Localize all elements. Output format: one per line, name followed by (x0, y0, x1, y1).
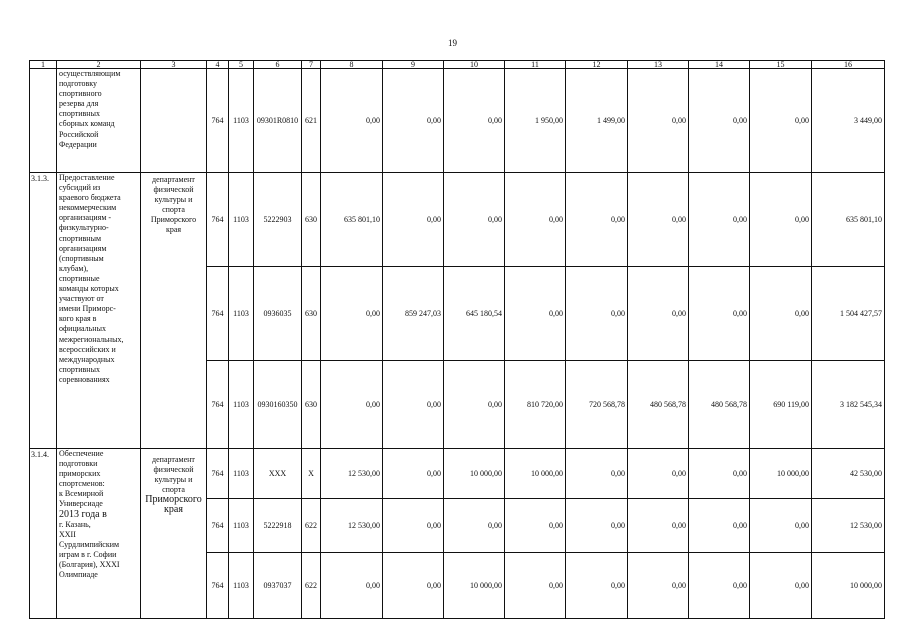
amount-cell: 0,00 (750, 499, 812, 553)
column-header-8: 8 (321, 61, 383, 69)
amount-cell: 10 000,00 (812, 553, 885, 619)
column-header-3: 3 (141, 61, 207, 69)
department-line: физической (153, 185, 194, 194)
column-header-11: 11 (505, 61, 566, 69)
department-line: спорта (162, 205, 185, 214)
amount-cell: 0,00 (321, 267, 383, 361)
amount-cell: 12 530,00 (321, 449, 383, 499)
section-code-cell: 1103 (229, 499, 254, 553)
description-line: межрегиональных, (59, 334, 124, 344)
article-code-cell: 09301R0810 (254, 69, 302, 173)
amount-cell: 12 530,00 (321, 499, 383, 553)
amount-cell: 3 449,00 (812, 69, 885, 173)
amount-cell: 0,00 (505, 267, 566, 361)
description-line: имени Приморс- (59, 304, 116, 314)
article-code-cell: 0936035 (254, 267, 302, 361)
department-line: края (165, 225, 182, 234)
amount-cell: 0,00 (750, 553, 812, 619)
column-header-15: 15 (750, 61, 812, 69)
amount-cell: 645 180,54 (444, 267, 505, 361)
description-line: к Всемирной (59, 489, 104, 499)
amount-cell: 0,00 (383, 69, 444, 173)
amount-cell: 0,00 (383, 449, 444, 499)
amount-cell: 0,00 (383, 499, 444, 553)
amount-cell: 0,00 (750, 267, 812, 361)
amount-cell: 810 720,00 (505, 361, 566, 449)
description-line: всероссийских и (59, 344, 116, 354)
amount-cell: 0,00 (321, 361, 383, 449)
column-header-2: 2 (57, 61, 141, 69)
amount-cell: 0,00 (444, 499, 505, 553)
description-cell (57, 69, 141, 173)
department-cell (141, 173, 207, 449)
description-line: физкультурно- (59, 223, 109, 233)
section-code-cell: 1103 (229, 449, 254, 499)
expense-type-cell: 630 (302, 267, 321, 361)
amount-cell: 0,00 (505, 553, 566, 619)
amount-cell: 0,00 (689, 499, 750, 553)
description-line: команды которых (59, 284, 119, 294)
amount-cell: 10 000,00 (444, 553, 505, 619)
column-header-5: 5 (229, 61, 254, 69)
description-line: спортивного (59, 89, 102, 99)
description-line: спортивные (59, 273, 100, 283)
column-header-4: 4 (207, 61, 229, 69)
amount-cell: 0,00 (628, 69, 689, 173)
column-header-14: 14 (689, 61, 750, 69)
amount-cell: 0,00 (689, 69, 750, 173)
amount-cell: 0,00 (383, 173, 444, 267)
expense-type-cell: 622 (302, 499, 321, 553)
amount-cell: 0,00 (444, 361, 505, 449)
amount-cell: 0,00 (383, 361, 444, 449)
expense-type-cell: 630 (302, 173, 321, 267)
description-line: некоммерческим (59, 203, 117, 213)
amount-cell: 0,00 (505, 499, 566, 553)
department-line: Приморского (150, 215, 197, 224)
column-header-13: 13 (628, 61, 689, 69)
amount-cell: 480 568,78 (689, 361, 750, 449)
amount-cell: 480 568,78 (628, 361, 689, 449)
table-row (30, 173, 885, 267)
amount-cell: 0,00 (566, 173, 628, 267)
row-number-cell: 3.1.4. (30, 449, 57, 619)
description-line: спортивных (59, 109, 100, 119)
description-line: официальных (59, 324, 106, 334)
column-header-7: 7 (302, 61, 321, 69)
description-line: подготовки (59, 459, 98, 469)
amount-cell: 859 247,03 (383, 267, 444, 361)
table-row (30, 449, 885, 499)
gov-code-cell: 764 (207, 553, 229, 619)
gov-code-cell: 764 (207, 173, 229, 267)
column-header-1: 1 (30, 61, 57, 69)
description-cell (57, 449, 141, 619)
description-line: организациям (59, 243, 107, 253)
description-line: краевого бюджета (59, 193, 121, 203)
section-code-cell: 1103 (229, 173, 254, 267)
description-cell (57, 173, 141, 449)
description-line: участвуют от (59, 294, 104, 304)
department-cell (141, 69, 207, 173)
amount-cell: 3 182 545,34 (812, 361, 885, 449)
amount-cell: 0,00 (628, 173, 689, 267)
description-line: сборных команд (59, 119, 115, 129)
amount-cell: 1 499,00 (566, 69, 628, 173)
description-line: подготовку (59, 79, 98, 89)
budget-table (29, 60, 885, 619)
amount-cell: 0,00 (689, 173, 750, 267)
description-line: (Болгария), XXXI (59, 560, 120, 570)
department-line: департамент (152, 175, 195, 184)
description-line: спортивных (59, 364, 100, 374)
amount-cell: 0,00 (321, 69, 383, 173)
article-code-cell: 5222918 (254, 499, 302, 553)
description-line: (спортивным (59, 253, 104, 263)
description-line: субсидий из (59, 183, 101, 193)
section-code-cell: 1103 (229, 69, 254, 173)
amount-cell: 635 801,10 (812, 173, 885, 267)
amount-cell: 0,00 (321, 553, 383, 619)
amount-cell: 42 530,00 (812, 449, 885, 499)
expense-type-cell: 621 (302, 69, 321, 173)
amount-cell: 0,00 (566, 499, 628, 553)
gov-code-cell: 764 (207, 499, 229, 553)
amount-cell: 10 000,00 (505, 449, 566, 499)
description-line: Российской (59, 129, 99, 139)
section-code-cell: 1103 (229, 361, 254, 449)
gov-code-cell: 764 (207, 267, 229, 361)
amount-cell: 0,00 (628, 267, 689, 361)
row-number-cell: 3.1.3. (30, 173, 57, 449)
expense-type-cell: 622 (302, 553, 321, 619)
description-line: Универсиаде (59, 499, 103, 509)
description-line: соревнованиях (59, 374, 110, 384)
column-header-12: 12 (566, 61, 628, 69)
section-code-cell: 1103 (229, 553, 254, 619)
amount-cell: 0,00 (628, 499, 689, 553)
amount-cell: 0,00 (444, 69, 505, 173)
description-line: спортивным (59, 233, 101, 243)
expense-type-cell: X (302, 449, 321, 499)
description-line: международных (59, 354, 115, 364)
department-line: спорта (162, 485, 185, 494)
department-line: края (164, 504, 183, 515)
amount-cell: 0,00 (628, 553, 689, 619)
department-line: департамент (152, 455, 195, 464)
row-number-cell (30, 69, 57, 173)
description-line: организациям - (59, 213, 112, 223)
header-row (30, 61, 885, 69)
department-line: культуры и (154, 475, 193, 484)
gov-code-cell: 764 (207, 449, 229, 499)
gov-code-cell: 764 (207, 361, 229, 449)
amount-cell: 0,00 (566, 553, 628, 619)
amount-cell: 720 568,78 (566, 361, 628, 449)
amount-cell: 0,00 (383, 553, 444, 619)
column-header-9: 9 (383, 61, 444, 69)
description-line: приморских (59, 469, 101, 479)
amount-cell: 1 950,00 (505, 69, 566, 173)
article-code-cell: 0930160350 (254, 361, 302, 449)
amount-cell: 0,00 (750, 69, 812, 173)
article-code-cell: 5222903 (254, 173, 302, 267)
description-line: осуществляющим (59, 69, 121, 78)
amount-cell: 690 119,00 (750, 361, 812, 449)
article-code-cell: XXX (254, 449, 302, 499)
department-line: культуры и (154, 195, 193, 204)
amount-cell: 10 000,00 (444, 449, 505, 499)
page-number: 19 (448, 38, 457, 48)
amount-cell: 0,00 (689, 267, 750, 361)
column-header-10: 10 (444, 61, 505, 69)
description-line: Федерации (59, 139, 97, 149)
article-code-cell: 0937037 (254, 553, 302, 619)
department-line: физической (153, 465, 194, 474)
description-line: Сурдлимпийским (59, 539, 120, 549)
description-line: Олимпиаде (59, 570, 98, 580)
amount-cell: 0,00 (505, 173, 566, 267)
expense-type-cell: 630 (302, 361, 321, 449)
description-line: г. Казань, (59, 519, 91, 529)
gov-code-cell: 764 (207, 69, 229, 173)
description-line: резерва для (59, 99, 99, 109)
column-header-16: 16 (812, 61, 885, 69)
department-line: Приморского (145, 494, 202, 505)
description-line: 2013 года в (59, 508, 107, 520)
column-header-6: 6 (254, 61, 302, 69)
amount-cell: 1 504 427,57 (812, 267, 885, 361)
amount-cell: 635 801,10 (321, 173, 383, 267)
amount-cell: 0,00 (689, 449, 750, 499)
amount-cell: 0,00 (444, 173, 505, 267)
description-line: клубам), (59, 263, 89, 273)
amount-cell: 12 530,00 (812, 499, 885, 553)
description-line: Обеспечение (59, 449, 104, 458)
section-code-cell: 1103 (229, 267, 254, 361)
amount-cell: 10 000,00 (750, 449, 812, 499)
description-line: XXII (59, 529, 76, 539)
description-line: играм в г. Софии (59, 549, 117, 559)
amount-cell: 0,00 (628, 449, 689, 499)
description-line: спортсменов: (59, 479, 105, 489)
description-line: кого края в (59, 314, 97, 324)
department-cell (141, 449, 207, 619)
table-row (30, 69, 885, 173)
amount-cell: 0,00 (750, 173, 812, 267)
amount-cell: 0,00 (566, 449, 628, 499)
amount-cell: 0,00 (689, 553, 750, 619)
description-line: Предоставление (59, 173, 115, 182)
amount-cell: 0,00 (566, 267, 628, 361)
